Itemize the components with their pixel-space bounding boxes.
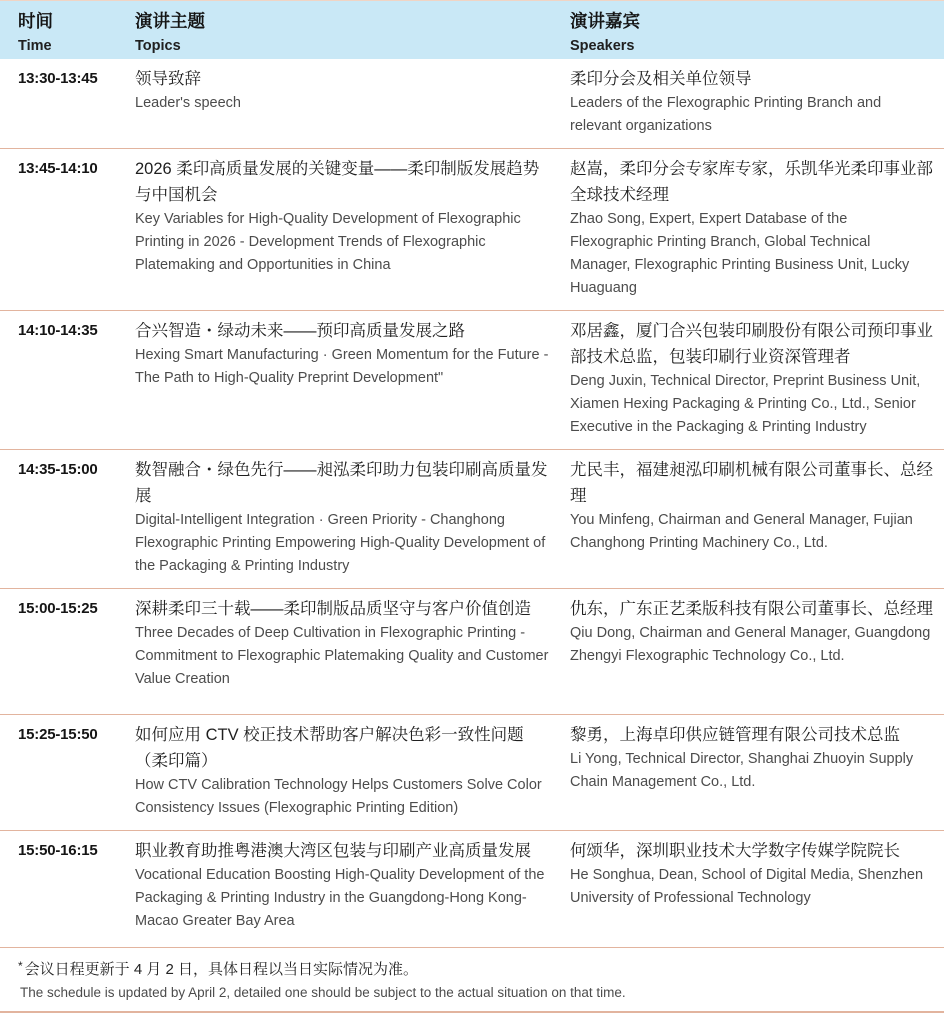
speaker-cell (570, 156, 944, 300)
agenda-row (0, 588, 944, 714)
speaker-cell (570, 457, 944, 578)
topic-cell (135, 156, 570, 300)
agenda-body (0, 59, 944, 947)
speaker-cell (570, 722, 944, 820)
column-header-speakers-zh: 演讲嘉宾 (570, 11, 640, 31)
speaker-zh: 尤民丰，福建昶泓印刷机械有限公司董事长、总经理 (570, 461, 933, 505)
topic-zh: 深耕柔印三十载——柔印制版品质坚守与客户价值创造 (135, 600, 531, 618)
column-header-speakers (570, 6, 944, 59)
time-cell: 13:30-13:45 (18, 70, 98, 87)
topic-en: Three Decades of Deep Cultivation in Flexographic Printing - Commitment to Flexographic Platemaking Quality and Customer Value Creation (135, 625, 549, 687)
speaker-zh: 邓居鑫，厦门合兴包装印刷股份有限公司预印事业部技术总监，包装印刷行业资深管理者 (570, 322, 933, 366)
topic-cell (135, 596, 570, 704)
topic-cell (135, 457, 570, 578)
agenda-row (0, 59, 944, 148)
time-cell: 15:00-15:25 (18, 600, 98, 617)
topic-en: Vocational Education Boosting High-Quality Development of the Packaging & Printing Industry in the Guangdong-Hong Kong-Macao Greater Bay Area (135, 867, 545, 929)
topic-en: How CTV Calibration Technology Helps Customers Solve Color Consistency Issues (Flexographic Printing Edition) (135, 777, 542, 816)
speaker-zh: 赵嵩，柔印分会专家库专家，乐凯华光柔印事业部全球技术经理 (570, 160, 933, 204)
topic-cell (135, 318, 570, 439)
topic-cell (135, 838, 570, 937)
agenda-row (0, 449, 944, 588)
topic-en: Key Variables for High-Quality Development of Flexographic Printing in 2026 - Development Trends of Flexographic Platemaking and Opportunities in China (135, 211, 521, 273)
time-cell: 15:50-16:15 (18, 842, 98, 859)
schedule-footnote (0, 947, 944, 1011)
column-header-time (0, 6, 135, 59)
speaker-en: Li Yong, Technical Director, Shanghai Zhuoyin Supply Chain Management Co., Ltd. (570, 751, 914, 790)
column-header-topics (135, 6, 570, 59)
topic-en: Hexing Smart Manufacturing · Green Momentum for the Future - The Path to High-Quality Preprint Development" (135, 347, 549, 386)
topic-en: Digital-Intelligent Integration · Green Priority - Changhong Flexographic Printing Empowering High-Quality Development of the Packaging & Printing Industry (135, 512, 546, 574)
column-header-speakers-en: Speakers (570, 38, 635, 54)
column-header-time-en: Time (18, 38, 52, 54)
time-cell: 15:25-15:50 (18, 726, 98, 743)
column-header-topics-zh: 演讲主题 (135, 11, 205, 31)
speaker-zh: 黎勇，上海卓印供应链管理有限公司技术总监 (570, 726, 900, 744)
topic-zh: 2026 柔印高质量发展的关键变量——柔印制版发展趋势与中国机会 (135, 160, 540, 204)
footnote-zh-line (18, 954, 924, 982)
speaker-cell (570, 596, 944, 704)
column-header-time-zh: 时间 (18, 11, 53, 31)
footnote-zh: 会议日程更新于 4 月 2 日，具体日程以当日实际情况为准。 (24, 961, 419, 978)
speaker-zh: 何颂华，深圳职业技术大学数字传媒学院院长 (570, 842, 900, 860)
topic-en: Leader's speech (135, 95, 241, 111)
time-cell: 14:35-15:00 (18, 461, 98, 478)
agenda-row (0, 148, 944, 310)
topic-zh: 领导致辞 (135, 70, 201, 88)
speaker-zh: 柔印分会及相关单位领导 (570, 70, 752, 88)
topic-zh: 合兴智造・绿动未来——预印高质量发展之路 (135, 322, 465, 340)
agenda-row (0, 830, 944, 947)
column-header-topics-en: Topics (135, 38, 181, 54)
time-cell: 13:45-14:10 (18, 160, 98, 177)
speaker-en: Qiu Dong, Chairman and General Manager, Guangdong Zhengyi Flexographic Technology Co., Ltd. (570, 625, 931, 664)
topic-zh: 如何应用 CTV 校正技术帮助客户解决色彩一致性问题（柔印篇） (135, 726, 524, 770)
speaker-en: He Songhua, Dean, School of Digital Media, Shenzhen University of Professional Technology (570, 867, 924, 906)
agenda-row (0, 714, 944, 830)
speaker-cell (570, 318, 944, 439)
footnote-en: The schedule is updated by April 2, detailed one should be subject to the actual situation on that time. (20, 985, 626, 1000)
speaker-zh: 仇东，广东正艺柔版科技有限公司董事长、总经理 (570, 600, 933, 618)
asterisk-marker: * (18, 959, 23, 973)
speaker-en: Leaders of the Flexographic Printing Branch and relevant organizations (570, 95, 882, 134)
topic-zh: 职业教育助推粤港澳大湾区包装与印刷产业高质量发展 (135, 842, 531, 860)
agenda-row (0, 310, 944, 449)
speaker-cell (570, 66, 944, 138)
speaker-en: You Minfeng, Chairman and General Manager, Fujian Changhong Printing Machinery Co., Ltd. (570, 512, 913, 551)
topic-cell (135, 722, 570, 820)
time-cell: 14:10-14:35 (18, 322, 98, 339)
topic-zh: 数智融合・绿色先行——昶泓柔印助力包装印刷高质量发展 (135, 461, 548, 505)
speaker-cell (570, 838, 944, 937)
topic-cell (135, 66, 570, 138)
table-header-row (0, 1, 944, 59)
speaker-en: Zhao Song, Expert, Expert Database of the Flexographic Printing Branch, Global Technical Manager, Flexographic Printing Business Unit, Lucky Huaguang (570, 211, 910, 296)
speaker-en: Deng Juxin, Technical Director, Preprint Business Unit, Xiamen Hexing Packaging & Printing Co., Ltd., Senior Executive in the Packaging & Printing Industry (570, 373, 921, 435)
